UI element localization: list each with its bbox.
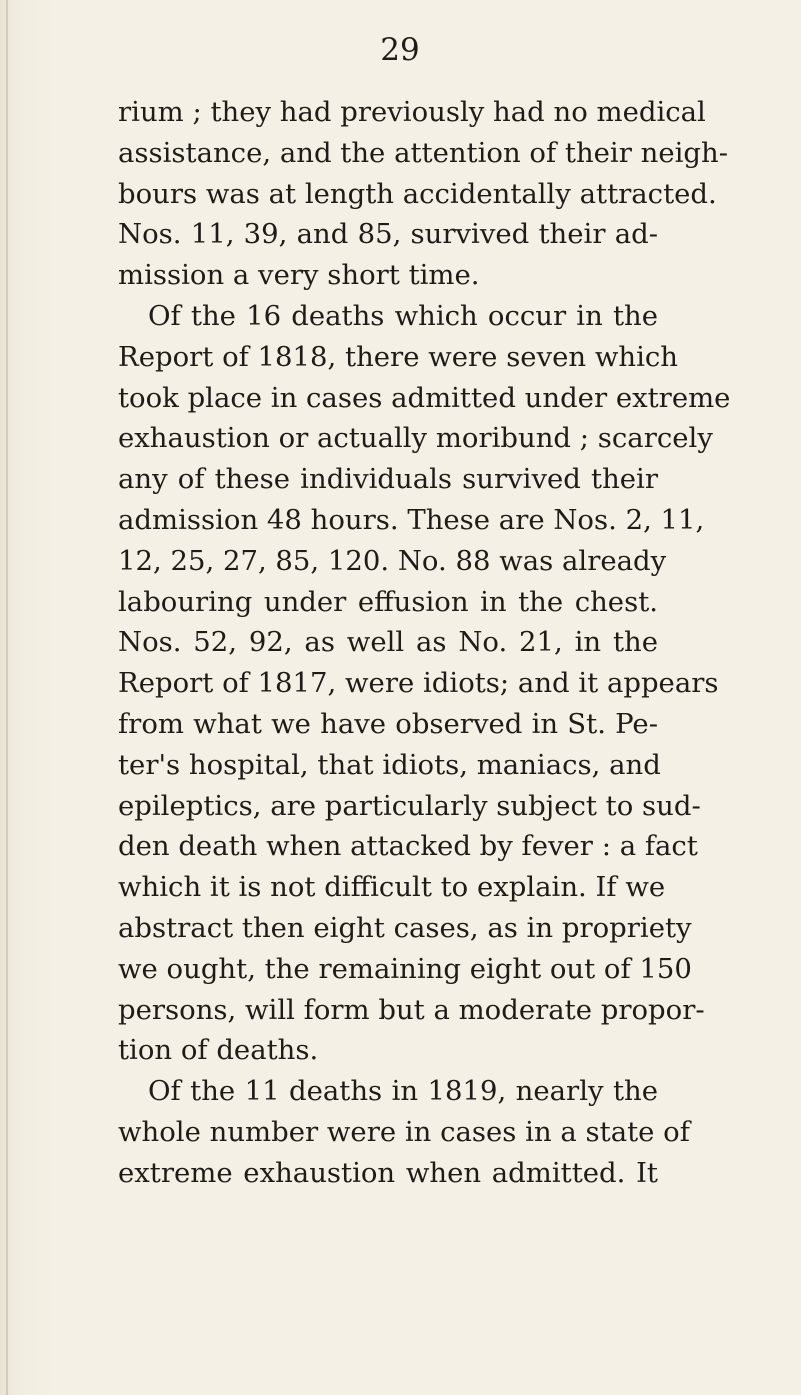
text-line: ter's hospital, that idiots, maniacs, and: [118, 748, 661, 781]
text-line: rium ; they had previously had no medical: [118, 96, 706, 128]
text-line: abstract then eight cases, as in propriety: [118, 911, 692, 944]
text-line: persons, will form but a moderate propor-: [118, 993, 705, 1026]
text-line: labouring under effusion in the chest.: [118, 585, 658, 618]
text-line: took place in cases admitted under extreme: [118, 381, 731, 414]
text-line: Report of 1818, there were seven which: [118, 340, 679, 373]
text-line: 12, 25, 27, 85, 120. No. 88 was already: [118, 544, 667, 577]
text-line: Of the 11 deaths in 1819, nearly the: [148, 1075, 658, 1108]
text-line: tion of deaths.: [118, 1034, 319, 1067]
binding-edge: [6, 0, 8, 1395]
text-line: Nos. 52, 92, as well as No. 21, in the: [118, 626, 658, 659]
text-line: which it is not difficult to explain. If we: [118, 871, 666, 904]
text-line: mission a very short time.: [118, 259, 480, 292]
text-line: Of the 16 deaths which occur in the: [148, 299, 658, 332]
text-line: Report of 1817, were idiots; and it appears: [118, 667, 719, 700]
text-line: extreme exhaustion when admitted. It: [118, 1156, 658, 1189]
text-line: den death when attacked by fever : a fact: [118, 830, 698, 863]
text-line: whole number were in cases in a state of: [118, 1115, 690, 1148]
page-number: 29: [380, 32, 420, 68]
text-line: exhaustion or actually moribund ; scarcely: [118, 422, 713, 455]
text-line: assistance, and the attention of their neigh-: [118, 136, 728, 169]
text-line: epileptics, are particularly subject to sud-: [118, 789, 701, 822]
text-line: Nos. 11, 39, and 85, survived their ad-: [118, 218, 658, 251]
text-line: admission 48 hours. These are Nos. 2, 11,: [118, 503, 705, 536]
text-line: bours was at length accidentally attracted.: [118, 177, 717, 210]
text-line: from what we have observed in St. Pe-: [118, 707, 658, 740]
text-line: any of these individuals survived their: [118, 463, 658, 496]
text-line: we ought, the remaining eight out of 150: [118, 952, 692, 985]
body-text: [118, 92, 731, 1194]
